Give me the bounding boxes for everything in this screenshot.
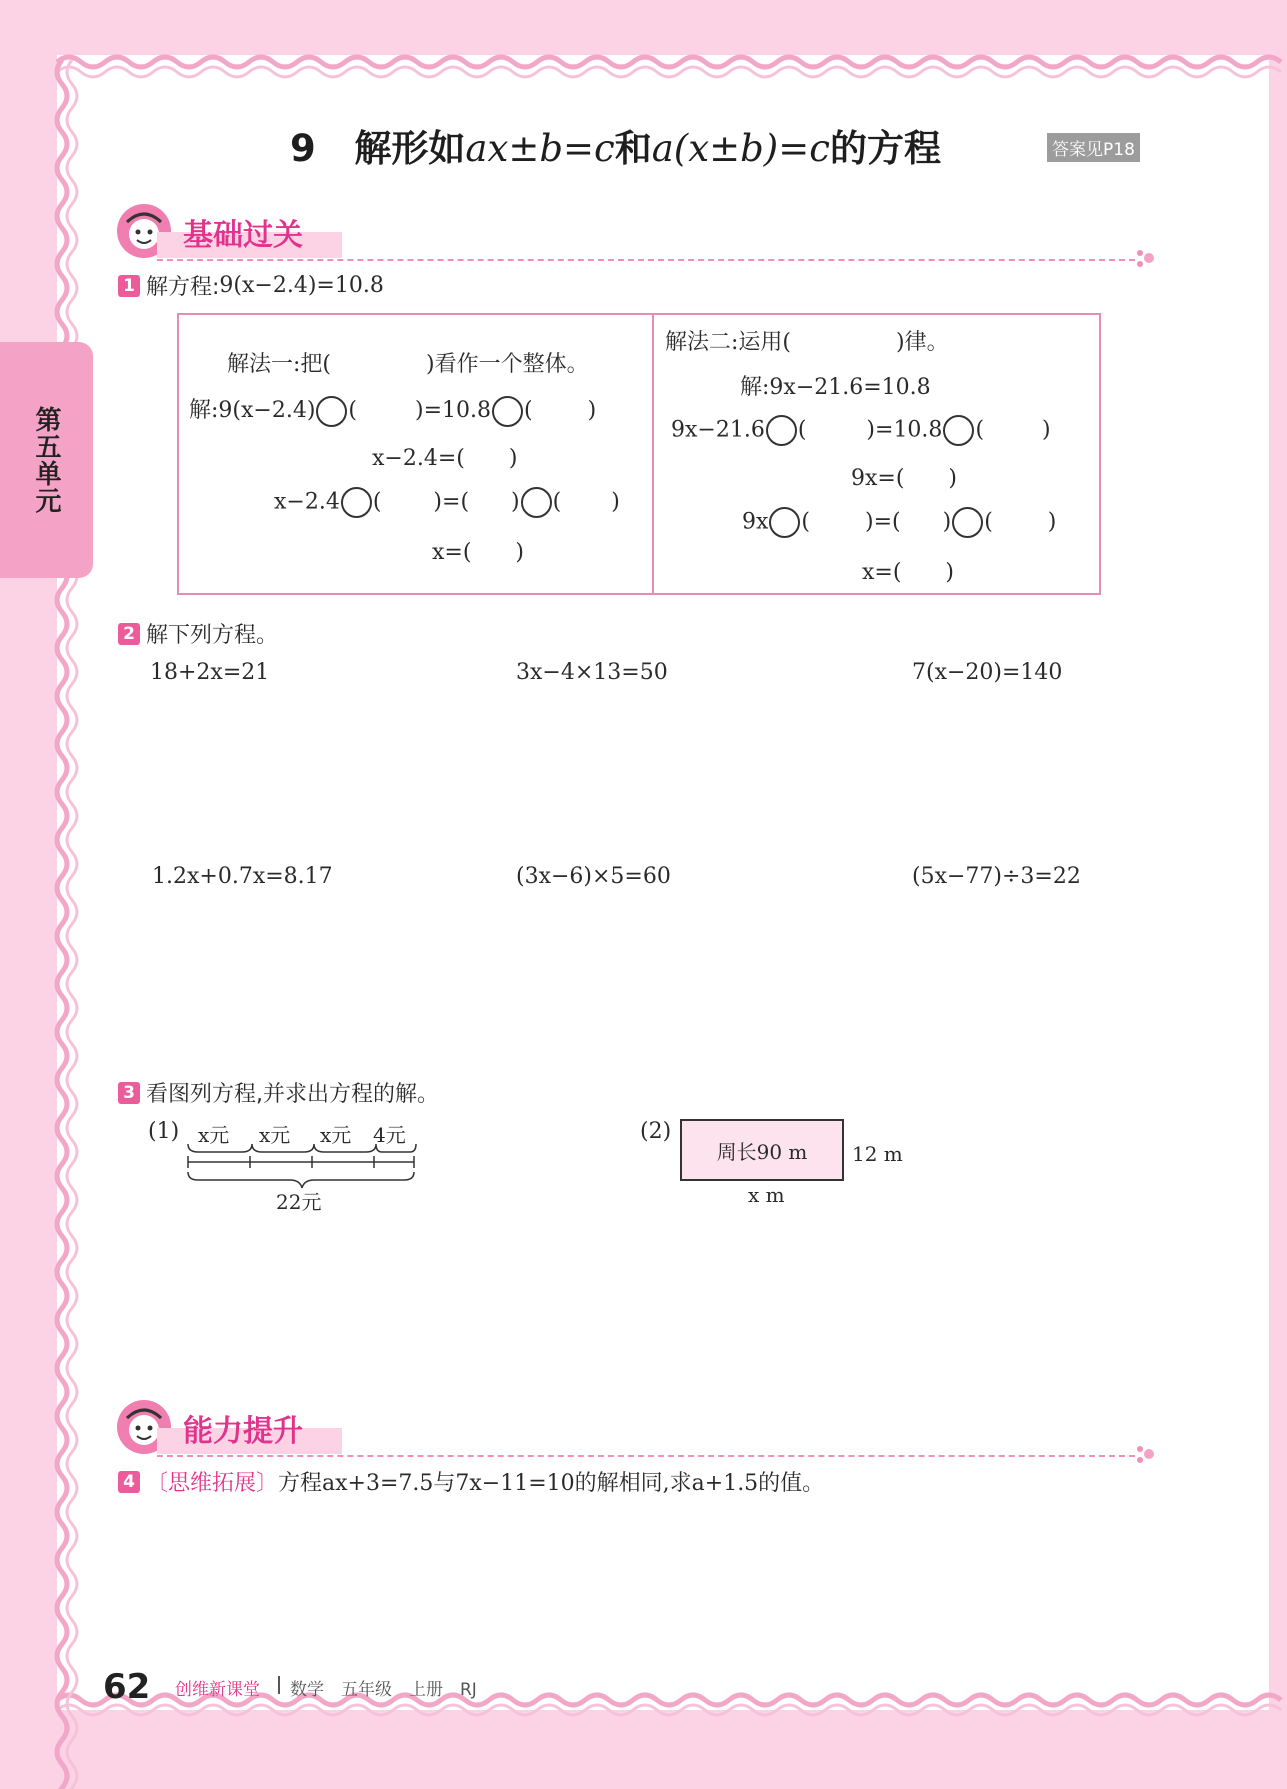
paren: ) xyxy=(942,509,952,535)
segment-label: x元 xyxy=(198,1123,230,1147)
rectangle-figure xyxy=(680,1119,844,1181)
height-label: 12 m xyxy=(852,1142,903,1166)
paren: ) xyxy=(511,489,520,515)
paren: ) xyxy=(587,398,597,423)
part1-tag: (1) xyxy=(148,1119,180,1144)
method2-line3: 9x=( ) xyxy=(851,466,958,491)
operator-circle[interactable] xyxy=(766,415,797,446)
paren: ( xyxy=(348,398,357,423)
question-equation: 9(x−2.4)=10.8 xyxy=(219,273,384,298)
method1-line1-text: 解:9(x−2.4) xyxy=(189,398,316,423)
operator-circle[interactable] xyxy=(341,487,372,518)
operator-circle[interactable] xyxy=(769,507,800,538)
question-number: 4 xyxy=(118,1471,140,1493)
method1-line4: x=( ) xyxy=(432,540,525,565)
paren: ) xyxy=(1042,417,1051,443)
operator-circle[interactable] xyxy=(492,396,523,427)
paren: ( xyxy=(801,509,810,535)
method1-line1-rhs: )=10.8 xyxy=(415,398,492,423)
method2-line2 xyxy=(671,415,1051,446)
part2-tag: (2) xyxy=(640,1119,672,1144)
method2-heading-b: )律。 xyxy=(896,330,949,355)
method1-line3-text: x−2.4 xyxy=(274,489,340,515)
paren: ( xyxy=(975,417,985,443)
question-label: 看图列方程,并求出方程的解。 xyxy=(146,1082,439,1107)
footer-separator xyxy=(278,1676,280,1694)
method2-heading-a: 解法二:运用( xyxy=(665,330,791,355)
section-label: 能力提升 xyxy=(183,1414,303,1449)
operator-circle[interactable] xyxy=(943,415,974,446)
paren: ( xyxy=(524,398,533,423)
method1-heading-a: 解法一:把( xyxy=(227,352,331,377)
paren: )=( xyxy=(433,489,470,515)
title-math-1: ax±b=c xyxy=(465,127,615,170)
question-label: 解下列方程。 xyxy=(146,623,279,648)
equation-4: 1.2x+0.7x=8.17 xyxy=(152,864,333,889)
section-advanced xyxy=(117,1400,1162,1460)
title-prefix: 解形如 xyxy=(354,127,466,170)
question-tag: 〔思维拓展〕 xyxy=(146,1471,279,1496)
method2-line2-text: 9x−21.6 xyxy=(671,417,765,443)
method1-line2: x−2.4=( ) xyxy=(372,446,518,471)
method2-line1: 解:9x−21.6=10.8 xyxy=(740,375,931,400)
answer-reference: 答案见P18 xyxy=(1047,133,1140,162)
footer-book-info: 数学 五年级 上册 RJ xyxy=(290,1680,477,1700)
paren: ( xyxy=(797,417,807,443)
segment-label: x元 xyxy=(259,1123,291,1147)
title-suffix: 的方程 xyxy=(829,127,941,170)
page-title xyxy=(290,118,941,172)
question-2 xyxy=(118,618,278,649)
equation-6: (5x−77)÷3=22 xyxy=(912,864,1081,889)
equation-2: 3x−4×13=50 xyxy=(516,660,668,685)
equation-5: (3x−6)×5=60 xyxy=(516,864,671,889)
method2-line4 xyxy=(742,507,1056,538)
method1-heading xyxy=(227,347,589,378)
paren: ) xyxy=(1047,509,1057,535)
equation-3: 7(x−20)=140 xyxy=(912,660,1063,685)
method-box xyxy=(177,313,1101,595)
dots-icon xyxy=(1135,1444,1161,1464)
method2-line2-rhs: )=10.8 xyxy=(866,417,943,443)
question-number: 3 xyxy=(118,1082,140,1104)
operator-circle[interactable] xyxy=(316,396,347,427)
question-1 xyxy=(118,270,384,301)
dots-icon xyxy=(1135,248,1161,268)
paren: ) xyxy=(611,489,620,515)
method1-line3 xyxy=(274,487,620,518)
method2-line4-text: 9x xyxy=(742,509,769,535)
question-text: 方程ax+3=7.5与7x−11=10的解相同,求a+1.5的值。 xyxy=(278,1471,825,1496)
operator-circle[interactable] xyxy=(521,487,552,518)
section-label: 基础过关 xyxy=(183,218,303,253)
unit-tab-label: 第五单元 xyxy=(31,406,61,514)
question-3 xyxy=(118,1077,439,1108)
title-math-2: a(x±b)=c xyxy=(651,127,830,170)
title-number: 9 xyxy=(290,127,316,170)
method2-heading xyxy=(665,325,949,356)
question-number: 2 xyxy=(118,623,140,645)
page-number: 62 xyxy=(103,1667,151,1707)
paren: ( xyxy=(984,509,993,535)
segment-diagram xyxy=(186,1142,418,1192)
width-label: x m xyxy=(748,1183,785,1207)
total-label: 22元 xyxy=(276,1190,322,1214)
operator-circle[interactable] xyxy=(952,507,983,538)
perimeter-label: 周长90 m xyxy=(716,1139,808,1164)
method-divider xyxy=(652,315,654,593)
section-rule xyxy=(157,1455,1135,1457)
method1-heading-b: )看作一个整体。 xyxy=(426,352,589,377)
equation-1: 18+2x=21 xyxy=(150,660,270,685)
paren: )=( xyxy=(865,509,901,535)
question-4 xyxy=(118,1466,824,1497)
title-mid: 和 xyxy=(614,127,652,170)
question-label: 解方程: xyxy=(146,275,220,300)
unit-tab xyxy=(0,342,93,578)
paren: ( xyxy=(372,489,382,515)
footer-brand: 创维新课堂 xyxy=(175,1680,260,1700)
section-basic xyxy=(117,204,1162,264)
question-number: 1 xyxy=(118,275,140,297)
section-rule xyxy=(157,259,1135,261)
method2-line5: x=( ) xyxy=(862,560,955,585)
segment-label: x元 xyxy=(320,1123,352,1147)
segment-label: 4元 xyxy=(373,1123,406,1147)
paren: ( xyxy=(552,489,562,515)
method1-line1 xyxy=(189,393,596,427)
